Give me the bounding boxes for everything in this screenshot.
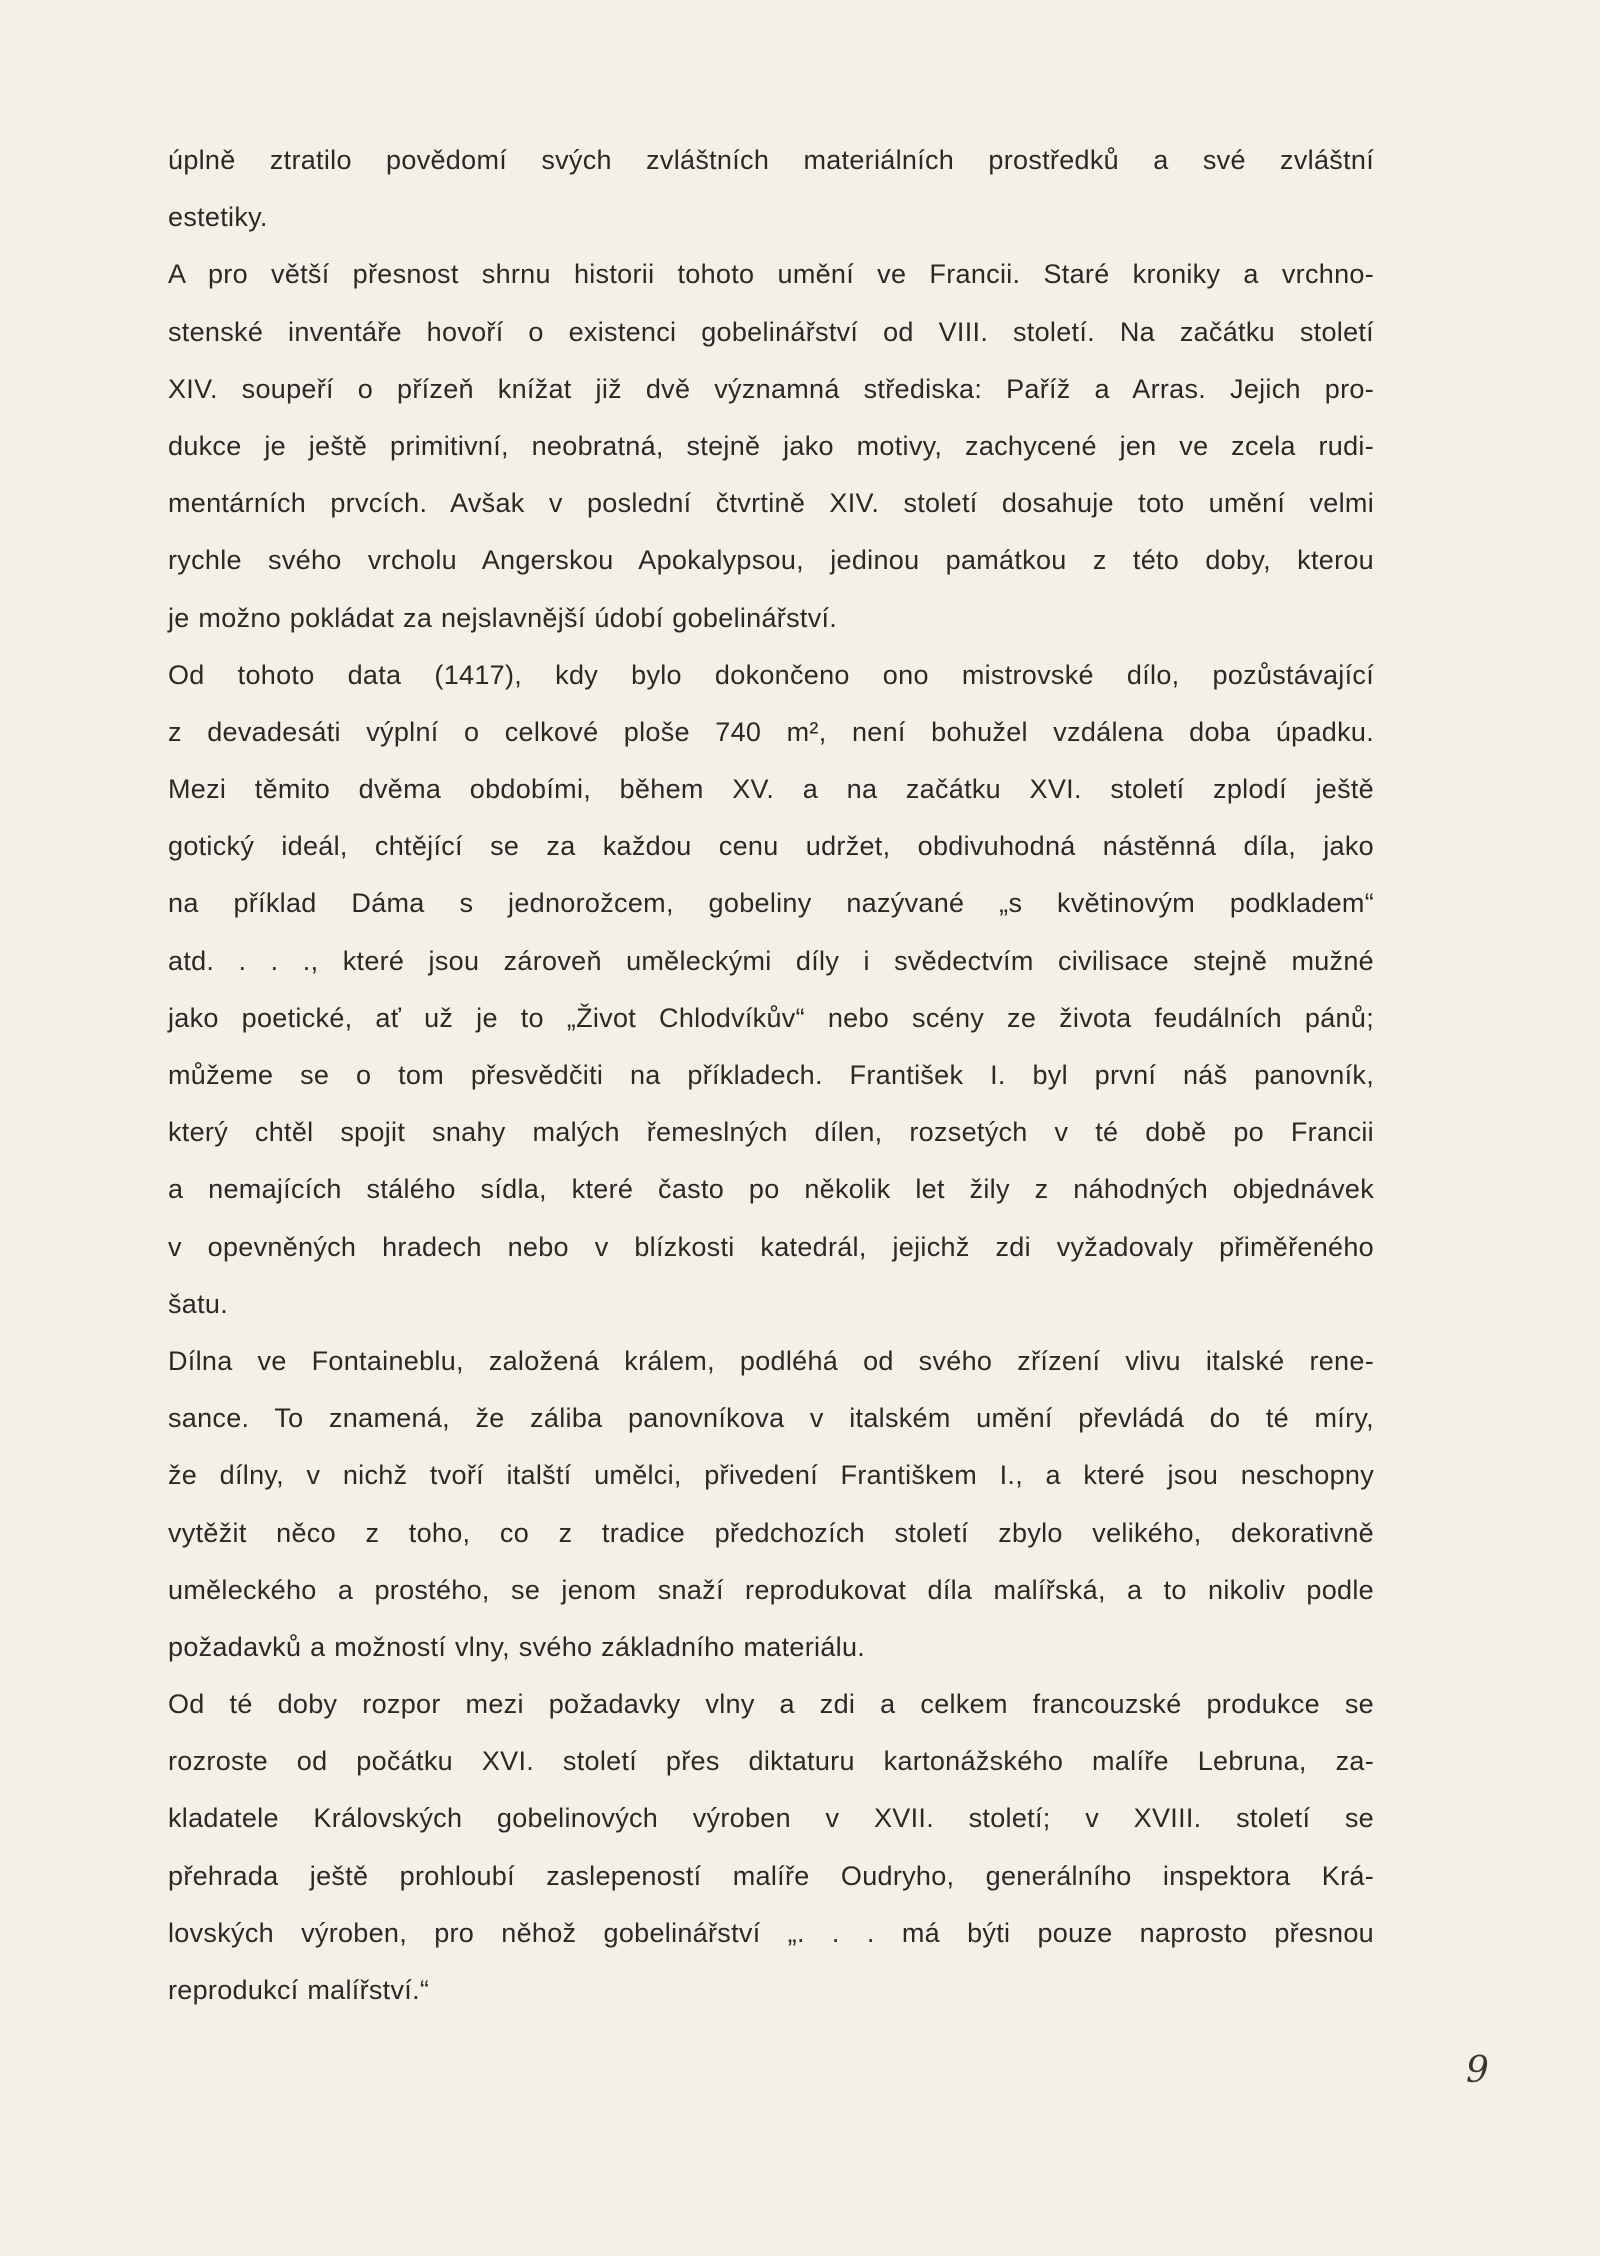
text-line: který chtěl spojit snahy malých řemeslných dílen, rozsetých v té době po Francii [168, 1117, 1374, 1148]
text-line: kladatele Královských gobelinových výroben v XVII. století; v XVIII. století se [168, 1803, 1374, 1834]
text-line: Dílna ve Fontaineblu, založená králem, podléhá od svého zřízení vlivu italské rene- [168, 1345, 1374, 1376]
text-line: sance. To znamená, že záliba panovníkova v italském umění převládá do té míry, [168, 1403, 1374, 1434]
text-line: gotický ideál, chtějící se za každou cenu udržet, obdivuhodná nástěnná díla, jako [168, 831, 1374, 862]
text-line: z devadesáti výplní o celkové ploše 740 m², není bohužel vzdálena doba úpadku. [168, 716, 1374, 747]
text-line: estetiky. [168, 202, 268, 233]
body-text [168, 132, 1374, 2019]
text-line: mentárních prvcích. Avšak v poslední čtvrtině XIV. století dosahuje toto umění velmi [168, 488, 1374, 519]
text-line: na příklad Dáma s jednorožcem, gobeliny nazývané „s květinovým podkladem“ [168, 888, 1374, 919]
text-line: že dílny, v nichž tvoří italští umělci, přivedení Františkem I., a které jsou neschopny [168, 1460, 1374, 1491]
text-line: stenské inventáře hovoří o existenci gobelinářství od VIII. století. Na začátku století [168, 316, 1374, 347]
paragraph [168, 132, 1374, 246]
paragraph [168, 647, 1374, 1333]
text-line: rychle svého vrcholu Angerskou Apokalypsou, jedinou památkou z této doby, kterou [168, 545, 1374, 576]
text-line: přehrada ještě prohloubí zaslepeností malíře Oudryho, generálního inspektora Krá- [168, 1860, 1374, 1891]
text-line: lovských výroben, pro něhož gobelinářství „. . . má býti pouze naprosto přesnou [168, 1917, 1374, 1948]
text-line: vytěžit něco z toho, co z tradice předchozích století zbylo velikého, dekorativně [168, 1517, 1374, 1548]
text-line: je možno pokládat za nejslavnější údobí gobelinářství. [168, 602, 838, 633]
text-line: Mezi těmito dvěma obdobími, během XV. a na začátku XVI. století zplodí ještě [168, 774, 1374, 805]
paragraph [168, 1676, 1374, 2019]
text-line: atd. . . ., které jsou zároveň uměleckými díly i svědectvím civilisace stejně mužné [168, 945, 1374, 976]
text-line: v opevněných hradech nebo v blízkosti katedrál, jejichž zdi vyžadovaly přiměřeného [168, 1231, 1374, 1262]
text-line: dukce je ještě primitivní, neobratná, stejně jako motivy, zachycené jen ve zcela rudi- [168, 430, 1374, 461]
text-line: požadavků a možností vlny, svého základního materiálu. [168, 1631, 866, 1662]
text-line: úplně ztratilo povědomí svých zvláštních materiálních prostředků a své zvláštní [168, 145, 1374, 175]
paragraph [168, 246, 1374, 646]
text-line: reprodukcí malířství.“ [168, 1975, 430, 2005]
paragraph [168, 1333, 1374, 1676]
text-line: A pro větší přesnost shrnu historii tohoto umění ve Francii. Staré kroniky a vrchno- [168, 259, 1374, 290]
text-line: můžeme se o tom přesvědčiti na příkladech. František I. byl první náš panovník, [168, 1060, 1374, 1090]
text-line: uměleckého a prostého, se jenom snaží reprodukovat díla malířská, a to nikoliv podle [168, 1574, 1374, 1605]
page-number: 9 [1466, 2050, 1489, 2091]
text-line: Od tohoto data (1417), kdy bylo dokončeno ono mistrovské dílo, pozůstávající [168, 659, 1374, 690]
text-line: XIV. soupeří o přízeň knížat již dvě významná střediska: Paříž a Arras. Jejich pro- [168, 373, 1374, 404]
text-line: rozroste od počátku XVI. století přes diktaturu kartonážského malíře Lebruna, za- [168, 1746, 1374, 1777]
text-line: šatu. [168, 1288, 229, 1319]
text-line: jako poetické, ať už je to „Život Chlodvíkův“ nebo scény ze života feudálních pánů; [168, 1002, 1374, 1033]
text-line: a nemajících stálého sídla, které často po několik let žily z náhodných objednávek [168, 1174, 1374, 1205]
text-line: Od té doby rozpor mezi požadavky vlny a zdi a celkem francouzské produkce se [168, 1689, 1374, 1720]
